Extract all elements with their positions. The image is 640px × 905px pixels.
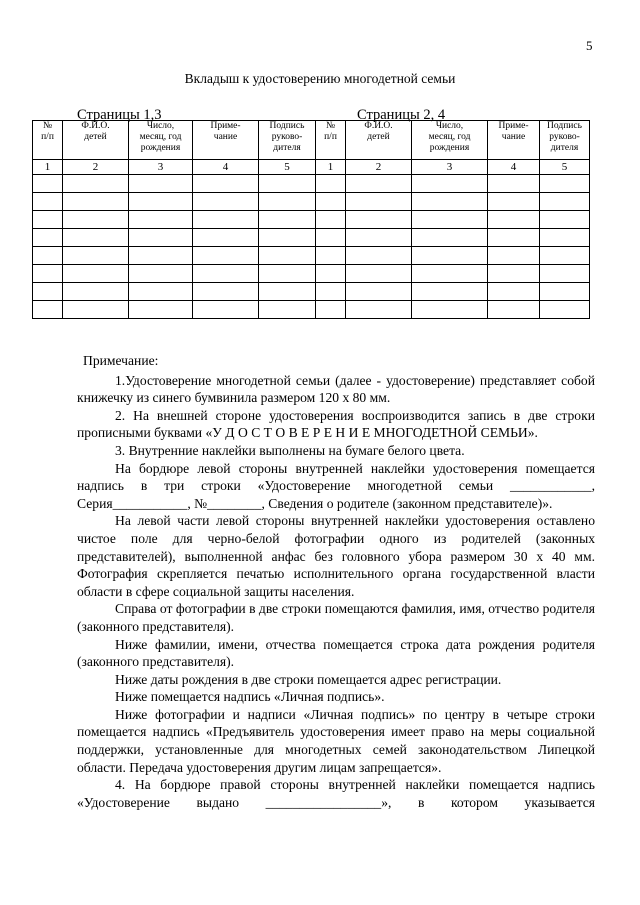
table-cell [346, 247, 412, 265]
note-paragraph-2: 2. На внешней стороне удостоверения воспроизводится запись в две строки прописными буквами «У Д О С Т О В Е Р Е Н И Е МНОГОДЕТНОЙ СЕМЬИ». [77, 407, 595, 441]
table-cell [259, 175, 316, 193]
table-cell [488, 247, 540, 265]
column-number: 4 [488, 160, 540, 175]
note-paragraph-1: 1.Удостоверение многодетной семьи (далее - удостоверение) представляет собой книжечку из синего бумвинила размером 120 х 80 мм. [77, 372, 595, 406]
column-header [540, 121, 590, 160]
table-cell [33, 193, 63, 211]
table-cell [488, 283, 540, 301]
table-cell [63, 175, 129, 193]
notes-heading: Примечание: [83, 353, 159, 368]
table-cell [129, 193, 193, 211]
table-cell [488, 301, 540, 319]
table-cell [193, 265, 259, 283]
column-header [193, 121, 259, 160]
table-cell [316, 193, 346, 211]
table-cell [33, 301, 63, 319]
table-row [33, 283, 590, 301]
column-header-line: руково- [549, 132, 580, 142]
table-cell [193, 193, 259, 211]
table-cell [259, 265, 316, 283]
column-number: 2 [346, 160, 412, 175]
column-header-line: детей [367, 132, 390, 142]
table-header-row [33, 121, 590, 160]
column-number: 3 [412, 160, 488, 175]
table-row [33, 247, 590, 265]
table-row [33, 301, 590, 319]
column-header [412, 121, 488, 160]
column-header-line: Число, [435, 121, 464, 131]
table-cell [540, 175, 590, 193]
column-header-line: Подпись [547, 121, 582, 131]
table-cell [129, 265, 193, 283]
column-number: 4 [193, 160, 259, 175]
column-header-line: № [42, 121, 53, 131]
table-cell [488, 211, 540, 229]
table-cell [488, 193, 540, 211]
table-cell [316, 229, 346, 247]
page-number: 5 [586, 38, 593, 53]
column-header-line: Приме- [498, 121, 529, 131]
table-cell [346, 229, 412, 247]
column-header-line: дителя [273, 143, 301, 153]
column-header-line: чание [501, 132, 526, 142]
column-header-line: рождения [140, 143, 181, 153]
table-cell [346, 175, 412, 193]
column-header-line: месяц, год [428, 132, 471, 142]
table-cell [346, 193, 412, 211]
table-cell [129, 211, 193, 229]
note-paragraph-4: На бордюре левой стороны внутренней наклейки удостоверения помещается надпись в три строки «Удостоверение многодетной семьи ____________, Серия___________, №________, Сведения о родителе (законном представителе)». [77, 460, 595, 511]
column-header-line: п/п [324, 132, 337, 142]
table-cell [129, 283, 193, 301]
table-cell [259, 211, 316, 229]
column-header-line: руково- [271, 132, 303, 142]
column-header-line: Число, [146, 121, 175, 131]
column-header-line: дителя [550, 143, 579, 153]
table-cell [129, 301, 193, 319]
column-header-line: п/п [41, 132, 54, 142]
table-row [33, 229, 590, 247]
table-cell [412, 283, 488, 301]
table-cell [316, 265, 346, 283]
column-header [488, 121, 540, 160]
table-cell [193, 283, 259, 301]
table-cell [33, 229, 63, 247]
column-header [316, 121, 346, 160]
table-cell [63, 265, 129, 283]
note-paragraph-11: 4. На бордюре правой стороны внутренней наклейки помещается надпись «Удостоверение выдано _________________», в котором указывается [77, 777, 595, 810]
table-cell [259, 229, 316, 247]
table-cell [63, 229, 129, 247]
note-paragraph-9: Ниже помещается надпись «Личная подпись». [115, 689, 385, 705]
column-header [346, 121, 412, 160]
table-cell [63, 283, 129, 301]
document-title: Вкладыш к удостоверению многодетной семьи [184, 71, 456, 86]
table-cell [259, 193, 316, 211]
table-cell [346, 301, 412, 319]
table-cell [488, 229, 540, 247]
table-row [33, 265, 590, 283]
column-header-line: детей [84, 132, 107, 142]
table-cell [540, 283, 590, 301]
table-cell [412, 229, 488, 247]
column-header [129, 121, 193, 160]
table-cell [540, 211, 590, 229]
note-paragraph-5: На левой части левой стороны внутренней наклейки удостоверения оставлено чистое поле для черно-белой фотографии одного из родителей (законных представителей), выполненной анфас без головного убора размером 30 х 40 мм. Фотография скрепляется печатью исполнительного органа государственной власти области в сфере социальной защиты населения. [77, 513, 595, 599]
table-row [33, 193, 590, 211]
table-cell [63, 247, 129, 265]
column-number-row [33, 160, 590, 175]
column-number: 1 [316, 160, 346, 175]
column-number: 1 [33, 160, 63, 175]
table-cell [540, 247, 590, 265]
note-paragraph-3: 3. Внутренние наклейки выполнены на бумаге белого цвета. [115, 442, 465, 458]
table-cell [488, 265, 540, 283]
table-cell [540, 193, 590, 211]
table-cell [63, 193, 129, 211]
table-cell [346, 283, 412, 301]
table-cell [412, 247, 488, 265]
table-cell [412, 211, 488, 229]
insert-table [32, 120, 590, 319]
table-cell [316, 175, 346, 193]
table-cell [193, 301, 259, 319]
table-cell [316, 301, 346, 319]
column-header [63, 121, 129, 160]
table-cell [412, 265, 488, 283]
table-cell [259, 301, 316, 319]
table-cell [63, 301, 129, 319]
table-cell [33, 211, 63, 229]
table-cell [316, 211, 346, 229]
column-header [33, 121, 63, 160]
table-cell [33, 175, 63, 193]
table-cell [412, 175, 488, 193]
column-number: 5 [540, 160, 590, 175]
table-cell [193, 211, 259, 229]
table-cell [540, 265, 590, 283]
table-cell [33, 265, 63, 283]
table-cell [193, 175, 259, 193]
notes-section [77, 352, 595, 811]
column-header-line: месяц, год [139, 132, 182, 142]
column-header-line: Приме- [210, 121, 241, 131]
pages-label-left: Страницы 1,3 [77, 107, 162, 123]
note-paragraph-6: Справа от фотографии в две строки помещаются фамилия, имя, отчество родителя (законного представителя). [77, 601, 595, 634]
column-number: 5 [259, 160, 316, 175]
table-cell [63, 211, 129, 229]
table-cell [540, 229, 590, 247]
table-cell [412, 301, 488, 319]
table-cell [540, 301, 590, 319]
table-cell [193, 229, 259, 247]
table-cell [33, 247, 63, 265]
column-header-line: Ф.И.О. [364, 121, 393, 131]
table-row [33, 211, 590, 229]
column-header-line: № [325, 121, 336, 131]
table-cell [346, 265, 412, 283]
table-cell [259, 283, 316, 301]
table-cell [412, 193, 488, 211]
column-header-line: Подпись [269, 121, 305, 131]
table-cell [346, 211, 412, 229]
table-cell [488, 175, 540, 193]
note-paragraph-10: Ниже фотографии и надписи «Личная подпись» по центру в четыре строки помещается надпись «Предъявитель удостоверения имеет право на меры социальной поддержки, установленные для многодетных семей законодательством Липецкой области. Передача удостоверения другим лицам запрещается». [77, 706, 595, 775]
column-header [259, 121, 316, 160]
table-cell [33, 283, 63, 301]
note-paragraph-7: Ниже фамилии, имени, отчества помещается строка дата рождения родителя (законного представителя). [77, 636, 595, 670]
table-cell [193, 247, 259, 265]
column-number: 3 [129, 160, 193, 175]
table-cell [129, 175, 193, 193]
table-cell [129, 229, 193, 247]
column-header-line: Ф.И.О. [81, 121, 110, 131]
table-cell [316, 247, 346, 265]
table-row [33, 175, 590, 193]
note-paragraph-8: Ниже даты рождения в две строки помещается адрес регистрации. [115, 671, 502, 687]
column-number: 2 [63, 160, 129, 175]
table-cell [316, 283, 346, 301]
column-header-line: рождения [429, 143, 470, 153]
table-cell [259, 247, 316, 265]
table-cell [129, 247, 193, 265]
column-header-line: чание [213, 132, 238, 142]
pages-label-right: Страницы 2, 4 [357, 107, 446, 123]
